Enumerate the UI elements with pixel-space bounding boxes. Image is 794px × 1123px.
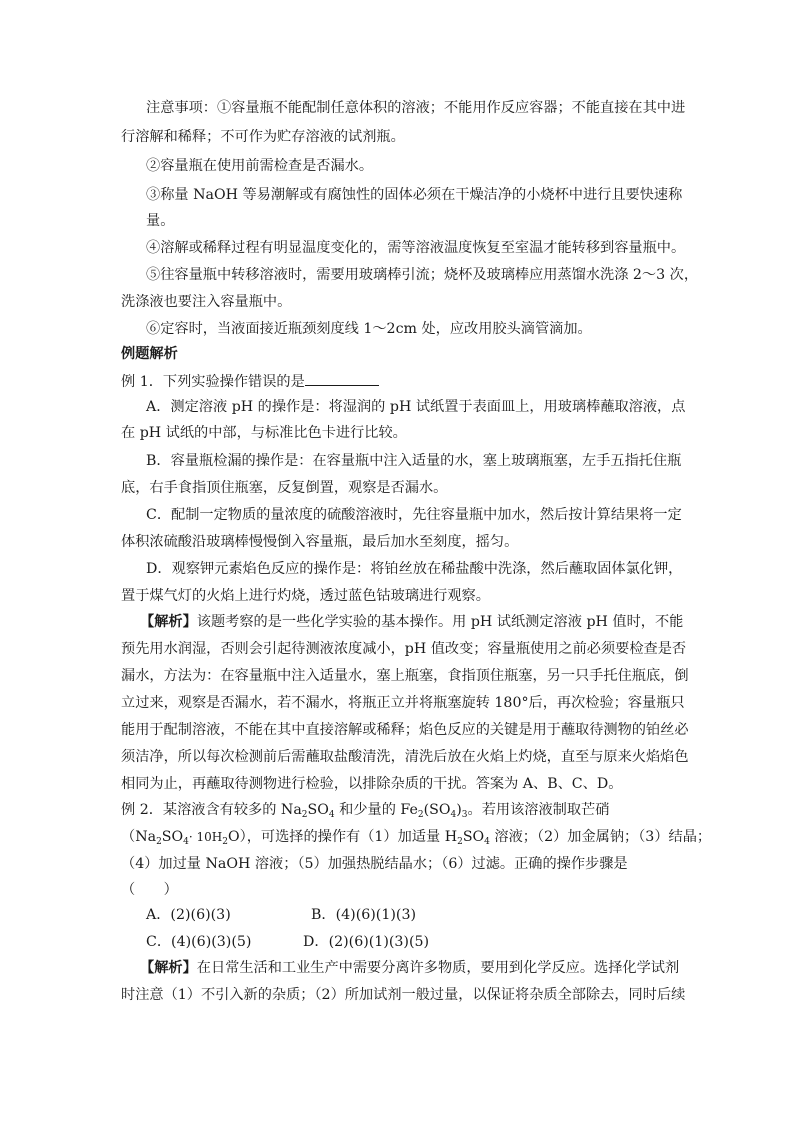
example-1-question-text: 例 1．下列实验操作错误的是 [121, 374, 305, 390]
subscript: 4 [450, 810, 457, 820]
example-2-question-line-1 [121, 800, 609, 820]
option-c: C．(4)(6)(3)(5) [146, 934, 252, 950]
note-line-8: 洗涤液也要注入容量瓶中。 [121, 294, 292, 310]
note-line-1: 注意事项：①容量瓶不能配制任意体积的溶液；不能用作反应容器；不能直接在其中进 [146, 100, 686, 116]
note-line-6: ④溶解或稀释过程有明显温度变化的，需等溶液温度恢复至室温才能转移到容量瓶中。 [146, 240, 686, 256]
answer-blank [305, 370, 379, 386]
note-line-2: 行溶解和稀释；不可作为贮存溶液的试剂瓶。 [121, 129, 405, 145]
analysis-2-line-2: 时注意（1）不引入新的杂质；（2）所加试剂一般过量，以保证将杂质全部除去，同时后续 [121, 987, 686, 1003]
example-2-question-line-4: （ ） [121, 882, 178, 898]
analysis-label: 【解析】 [140, 614, 197, 630]
analysis-1-line-6: 须洁净，所以每次检测前后需蘸取盐酸清洗，清洗后放在火焰上灼烧，直至与原来火焰焰色 [121, 749, 689, 765]
section-title: 例题解析 [121, 346, 178, 362]
analysis-1-line-5: 能用于配制溶液，不能在其中直接溶解或稀释；焰色反应的关键是用于蘸取待测物的铂丝必 [121, 722, 689, 738]
analysis-label: 【解析】 [140, 960, 197, 976]
q2-text-d: O），可选择的操作有（1）加适量 H [228, 829, 458, 845]
subscript: 4 [328, 810, 335, 820]
analysis-1-line-2: 预先用水润湿，否则会引起待测液浓度减小，pH 值改变；容量瓶使用之前必须要检查是否 [121, 641, 687, 657]
option-d-line-1: D．观察钾元素焰色反应的操作是：将铂丝放在稀盐酸中洗涤，然后蘸取固体氯化钾， [146, 561, 683, 577]
analysis-1-line-7: 相同为止，再蘸取待测物进行检验，以排除杂质的干扰。答案为 A、B、C、D。 [121, 776, 623, 792]
analysis-text: 在日常生活和工业生产中需要分离许多物质，要用到化学反应。选择化学试剂 [196, 960, 680, 976]
subscript: 2 [417, 810, 424, 820]
option-b: B．(4)(6)(1)(3) [311, 907, 417, 923]
option-c-line-2: 体积浓硫酸沿玻璃棒慢慢倒入容量瓶，最后加水至刻度，摇匀。 [121, 534, 519, 550]
subscript: 3 [461, 810, 468, 820]
q1-text-b: SO [307, 802, 329, 818]
subscript: 4 [183, 837, 189, 847]
subscript: 4 [484, 837, 490, 847]
subscript: 2 [301, 810, 308, 820]
analysis-1-line-3: 漏水，方法为：在容量瓶中注入适量水，塞上瓶塞，食指顶住瓶塞，另一只手托住瓶底，倒 [121, 668, 689, 684]
option-d: D．(2)(6)(1)(3)(5) [303, 934, 430, 950]
analysis-2-line-1 [140, 958, 679, 978]
subscript: 2 [457, 837, 463, 847]
q1-text-f: 。若用该溶液制取芒硝 [467, 802, 610, 818]
note-line-9: ⑥定容时，当液面接近瓶颈刻度线 1～2cm 处，应改用胶头滴管滴加。 [146, 321, 592, 337]
analysis-text: 该题考察的是一些化学实验的基本操作。用 pH 试纸测定溶液 pH 值时，不能 [196, 614, 684, 630]
q2-text-b: SO [161, 829, 184, 845]
analysis-1-line-1 [140, 612, 683, 632]
subscript: 2 [222, 837, 228, 847]
q1-text-c: 和少量的 Fe [334, 802, 418, 818]
q1-text-e: ) [456, 802, 462, 818]
q2-text-f: 溶液；（2）加金属钠；（3）结晶； [489, 829, 712, 845]
example-2-question-line-3: （4）加过量 NaOH 溶液；（5）加强热脱结晶水；（6）过滤。正确的操作步骤是 [121, 856, 628, 872]
note-line-4: ③称量 NaOH 等易潮解或有腐蚀性的固体必须在干燥洁净的小烧杯中进行且要快速称 [146, 187, 683, 203]
option-d-line-2: 置于煤气灯的火焰上进行灼烧，透过蓝色钴玻璃进行观察。 [121, 588, 490, 604]
example-2-question-line-2 [121, 827, 711, 847]
option-c-line-1: C．配制一定物质的量浓度的硫酸溶液时，先往容量瓶中加水，然后按计算结果将一定 [146, 507, 682, 523]
subscript: 2 [156, 837, 162, 847]
q2-text-a: （Na [121, 829, 157, 845]
q2-text-e: SO [462, 829, 485, 845]
note-line-3: ②容量瓶在使用前需检查是否漏水。 [146, 158, 374, 174]
note-line-5: 量。 [146, 213, 175, 229]
option-b-line-2: 底，右手食指顶住瓶塞，反复倒置，观察是否漏水。 [121, 480, 448, 496]
option-a-line-1: A．测定溶液 pH 的操作是：将湿润的 pH 试纸置于表面皿上，用玻璃棒蘸取溶液，点 [146, 399, 686, 415]
note-line-7: ⑤往容量瓶中转移溶液时，需要用玻璃棒引流；烧杯及玻璃棒应用蒸馏水洗涤 2～3 次， [146, 267, 699, 283]
q1-text-d: (SO [423, 802, 451, 818]
option-b-line-1: B．容量瓶检漏的操作是：在容量瓶中注入适量的水，塞上玻璃瓶塞，左手五指托住瓶 [146, 453, 682, 469]
option-a-line-2: 在 pH 试纸的中部，与标准比色卡进行比较。 [121, 425, 407, 441]
option-a: A．(2)(6)(3) [146, 907, 231, 923]
analysis-1-line-4: 立过来，观察是否漏水，若不漏水，将瓶正立并将瓶塞旋转 180°后，再次检验；容量瓶只 [121, 695, 685, 711]
q1-text-a: 例 2．某溶液含有较多的 Na [121, 802, 302, 818]
q2-text-c: · 10H [188, 830, 223, 844]
example-1-question [121, 370, 379, 392]
